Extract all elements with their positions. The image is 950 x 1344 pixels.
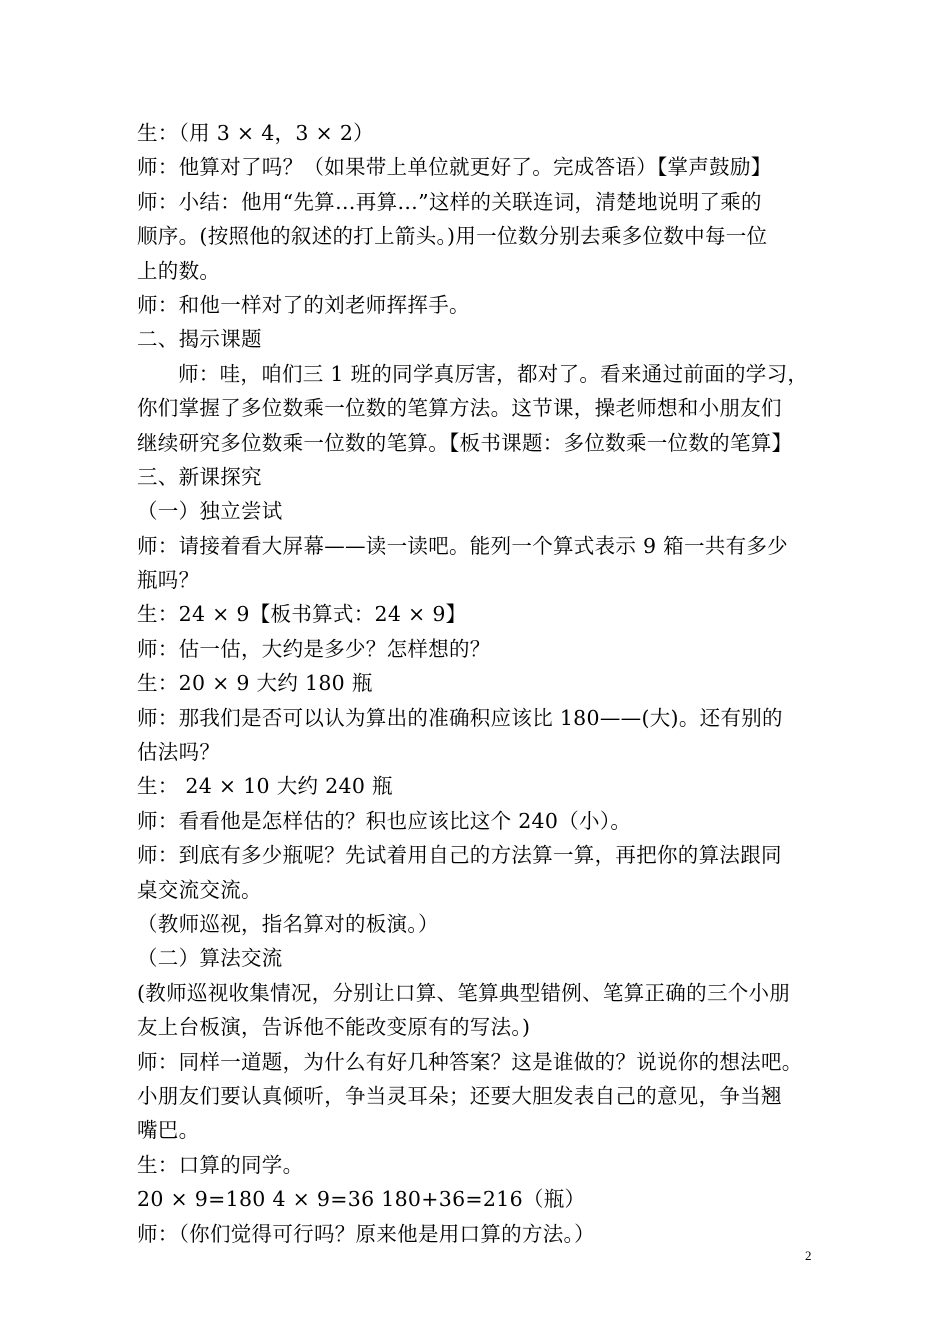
document-body: [137, 116, 827, 1251]
text-line: 师：哇，咱们三 1 班的同学真厉害，都对了。看来通过前面的学习，: [178, 361, 809, 386]
text-line: 20 × 9=180 4 × 9=36 180+36=216（瓶）: [137, 1187, 586, 1212]
text-line: 顺序。(按照他的叙述的打上箭头。)用一位数分别去乘多位数中每一位: [137, 224, 768, 249]
text-line: 师：同样一道题，为什么有好几种答案？这是谁做的？说说你的想法吧。: [137, 1049, 803, 1074]
text-line: 继续研究多位数乘一位数的笔算。【板书课题：多位数乘一位数的笔算】: [137, 430, 793, 455]
subsection-heading: （二）算法交流: [137, 946, 283, 971]
text-line: 师：小结：他用“先算…再算…”这样的关联连词，清楚地说明了乘的: [137, 189, 762, 214]
text-line: 生：20 × 9 大约 180 瓶: [137, 671, 373, 696]
section-heading: 三、新课探究: [137, 464, 262, 489]
text-line: 上的数。: [137, 258, 221, 283]
text-line: 估法吗？: [137, 740, 221, 765]
section-heading: 二、揭示课题: [137, 327, 262, 352]
text-line: (教师巡视收集情况，分别让口算、笔算典型错例、笔算正确的三个小朋: [137, 980, 791, 1005]
page-number: 2: [805, 1248, 812, 1263]
text-line: 小朋友们要认真倾听，争当灵耳朵；还要大胆发表自己的意见，争当翘: [137, 1083, 782, 1108]
text-line: 师：估一估，大约是多少？怎样想的？: [137, 636, 491, 661]
text-line: 友上台板演，告诉他不能改变原有的写法。): [137, 1015, 531, 1040]
text-line: 生： 24 × 10 大约 240 瓶: [137, 774, 393, 799]
text-line: 师：那我们是否可以认为算出的准确积应该比 180——(大)。还有别的: [137, 705, 783, 730]
subsection-heading: （一）独立尝试: [137, 499, 283, 524]
text-line: 生：口算的同学。: [137, 1152, 304, 1177]
text-line: 师：和他一样对了的刘老师挥挥手。: [137, 292, 470, 317]
text-line: 桌交流交流。: [137, 877, 262, 902]
text-line: 师：请接着看大屏幕——读一读吧。能列一个算式表示 9 箱一共有多少: [137, 533, 788, 558]
text-line: 师：到底有多少瓶呢？先试着用自己的方法算一算，再把你的算法跟同: [137, 843, 782, 868]
text-line: 师：（你们觉得可行吗？原来他是用口算的方法。）: [137, 1221, 595, 1246]
text-line: 师：他算对了吗？（如果带上单位就更好了。完成答语）【掌声鼓励】: [137, 155, 772, 180]
text-line: 瓶吗？: [137, 568, 200, 593]
text-line: （教师巡视，指名算对的板演。）: [137, 911, 439, 936]
text-line: 生：（用 3 × 4，3 × 2）: [137, 121, 374, 145]
text-line: 生：24 × 9【板书算式：24 × 9】: [137, 602, 467, 627]
text-line: 你们掌握了多位数乘一位数的笔算方法。这节课，操老师想和小朋友们: [137, 396, 782, 421]
text-line: 师：看看他是怎样估的？积也应该比这个 240（小）。: [137, 808, 632, 833]
text-line: 嘴巴。: [137, 1118, 200, 1143]
